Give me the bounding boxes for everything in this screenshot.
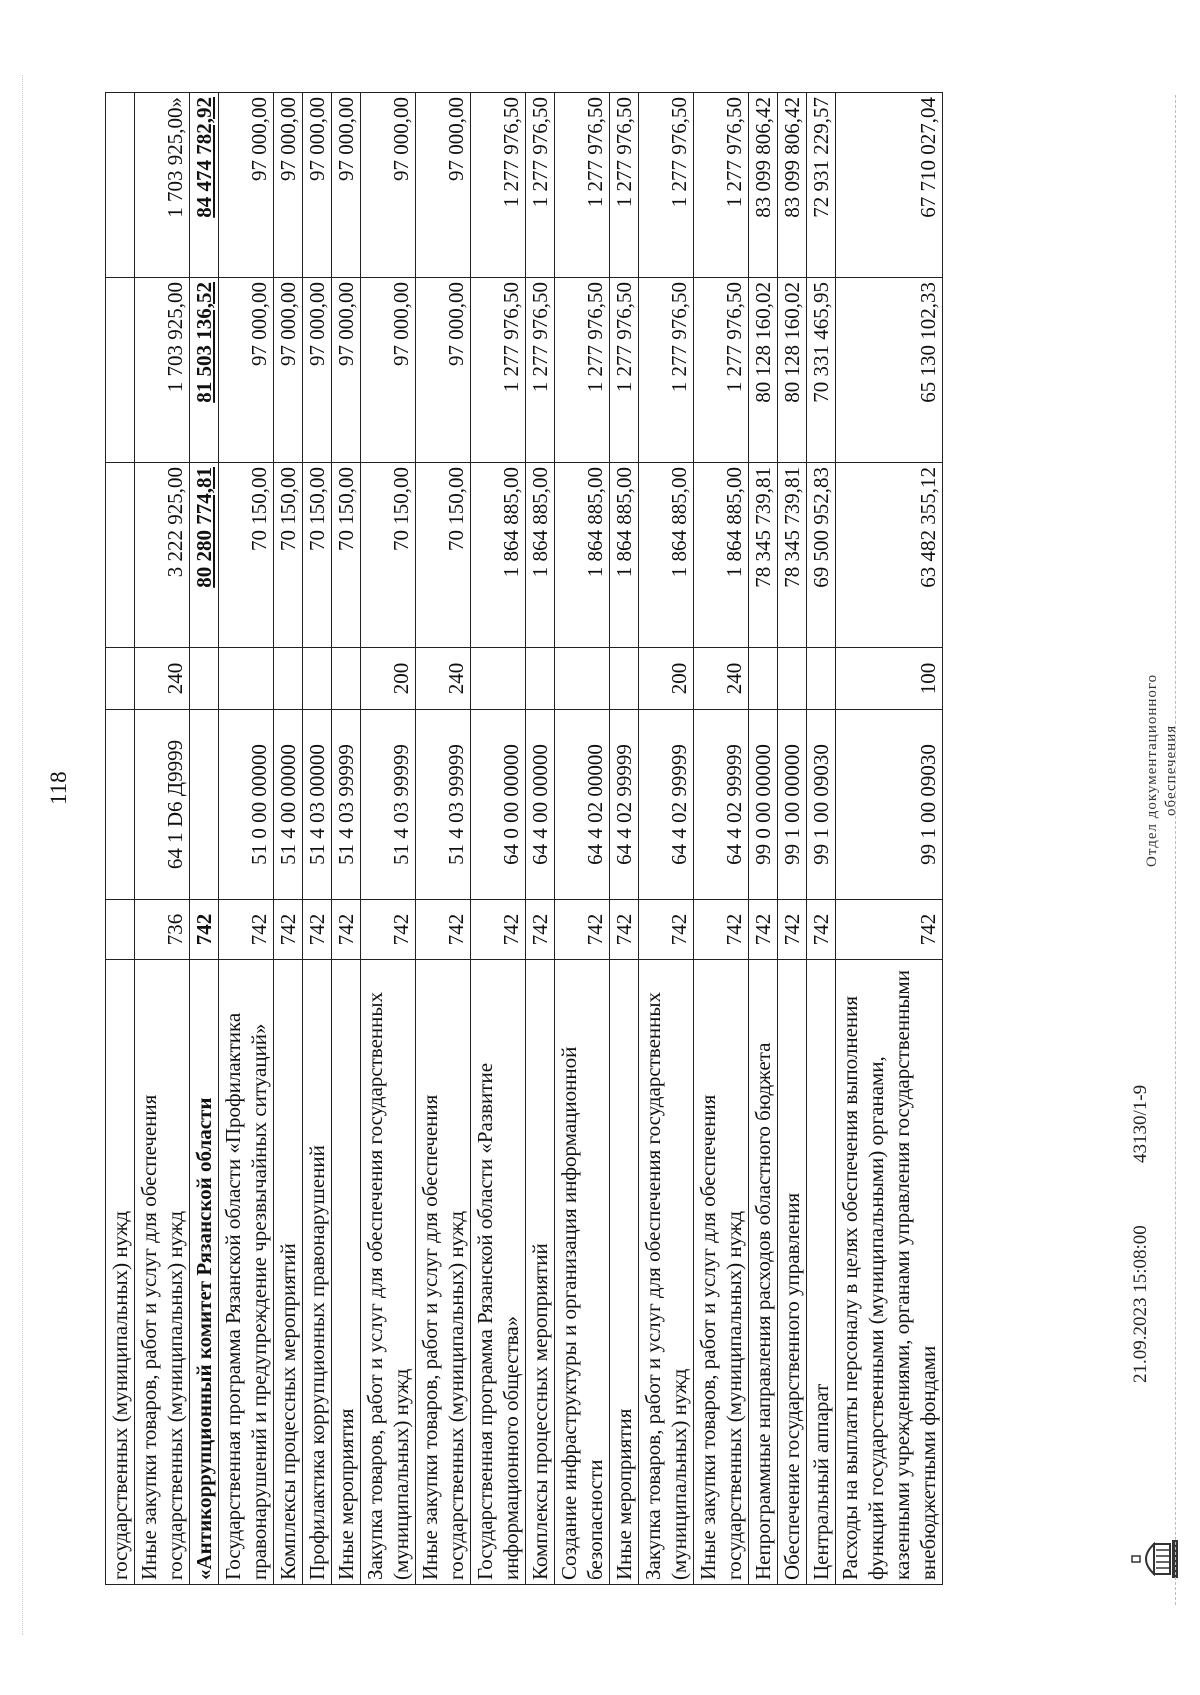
cell-amount-year-3: 1 277 976,50	[639, 93, 694, 278]
cell-amount-year-3: 1 277 976,50	[471, 93, 526, 278]
cell-target-article: 51 4 03 99999	[416, 710, 471, 900]
cell-ministry-code	[106, 900, 135, 960]
table-row	[332, 93, 361, 1585]
cell-target-article: 99 1 00 09030	[807, 710, 836, 900]
scan-artifact-line	[22, 75, 23, 1635]
cell-ministry-code: 742	[694, 900, 749, 960]
cell-expense-type	[610, 648, 639, 710]
cell-expense-type	[332, 648, 361, 710]
table-row	[610, 93, 639, 1585]
scan-artifact-line	[1175, 95, 1176, 1605]
cell-amount-year-1: 1 864 885,00	[639, 463, 694, 648]
cell-description: Комплексы процессных мероприятий	[526, 960, 555, 1585]
stamp-line-1: Отдел документационного	[1144, 673, 1160, 867]
cell-target-article: 51 4 03 99999	[332, 710, 361, 900]
table-row	[135, 93, 190, 1585]
cell-expense-type	[303, 648, 332, 710]
cell-description: Создание инфраструктуры и организация информационной безопасности	[555, 960, 610, 1585]
cell-description: Государственная программа Рязанской области «Развитие информационного общества»	[471, 960, 526, 1585]
table-row	[219, 93, 274, 1585]
footer-datetime: 21.09.2023 15:08:00	[1130, 1225, 1151, 1383]
cell-amount-year-1: 1 864 885,00	[555, 463, 610, 648]
cell-expense-type	[807, 648, 836, 710]
cell-expense-type	[190, 648, 219, 710]
cell-description: Государственная программа Рязанской области «Профилактика правонарушений и предупреждение чрезвычайных ситуаций»	[219, 960, 274, 1585]
table-row	[526, 93, 555, 1585]
cell-description: Закупка товаров, работ и услуг для обеспечения государственных (муниципальных) нужд	[639, 960, 694, 1585]
cell-amount-year-1: 70 150,00	[219, 463, 274, 648]
table-row	[836, 93, 943, 1585]
cell-amount-year-1: 69 500 952,83	[807, 463, 836, 648]
cell-amount-year-3: 1 703 925,00»	[135, 93, 190, 278]
cell-ministry-code: 736	[135, 900, 190, 960]
cell-expense-type	[749, 648, 778, 710]
table-row	[106, 93, 135, 1585]
cell-description: «Антикоррупционный комитет Рязанской области	[190, 960, 219, 1585]
table-row	[416, 93, 471, 1585]
cell-expense-type	[471, 648, 526, 710]
cell-ministry-code: 742	[416, 900, 471, 960]
cell-amount-year-2: 70 331 465,95	[807, 278, 836, 463]
cell-target-article	[106, 710, 135, 900]
table-row	[555, 93, 610, 1585]
cell-description: Непрограммные направления расходов областного бюджета	[749, 960, 778, 1585]
cell-target-article: 64 4 02 99999	[639, 710, 694, 900]
cell-amount-year-1: 70 150,00	[332, 463, 361, 648]
cell-amount-year-3: 67 710 027,04	[836, 93, 943, 278]
cell-amount-year-2: 1 277 976,50	[639, 278, 694, 463]
cell-amount-year-1	[106, 463, 135, 648]
cell-description: государственных (муниципальных) нужд	[106, 960, 135, 1585]
cell-amount-year-2: 1 277 976,50	[471, 278, 526, 463]
cell-description: Расходы на выплаты персоналу в целях обеспечения выполнения функций государственными (муниципальными) органами, казенными учреждениями, органами управления государственными внебюджетными фондами	[836, 960, 943, 1585]
cell-amount-year-2: 97 000,00	[361, 278, 416, 463]
cell-amount-year-2: 97 000,00	[303, 278, 332, 463]
cell-amount-year-1: 70 150,00	[416, 463, 471, 648]
cell-amount-year-2	[106, 278, 135, 463]
table-row	[749, 93, 778, 1585]
cell-target-article: 51 0 00 00000	[219, 710, 274, 900]
cell-target-article: 99 0 00 00000	[749, 710, 778, 900]
cell-amount-year-3: 83 099 806,42	[749, 93, 778, 278]
cell-target-article	[190, 710, 219, 900]
table-row	[778, 93, 807, 1585]
cell-description: Закупка товаров, работ и услуг для обеспечения государственных (муниципальных) нужд	[361, 960, 416, 1585]
table-row	[694, 93, 749, 1585]
cell-amount-year-3: 1 277 976,50	[555, 93, 610, 278]
cell-amount-year-3: 1 277 976,50	[610, 93, 639, 278]
table-row	[303, 93, 332, 1585]
cell-amount-year-3: 97 000,00	[361, 93, 416, 278]
cell-amount-year-2: 81 503 136,52	[190, 278, 219, 463]
cell-description: Комплексы процессных мероприятий	[274, 960, 303, 1585]
cell-target-article: 51 4 00 00000	[274, 710, 303, 900]
cell-expense-type	[219, 648, 274, 710]
cell-amount-year-1: 63 482 355,12	[836, 463, 943, 648]
page-number: 118	[46, 771, 71, 805]
cell-ministry-code: 742	[526, 900, 555, 960]
cell-amount-year-1: 1 864 885,00	[471, 463, 526, 648]
cell-ministry-code: 742	[749, 900, 778, 960]
cell-amount-year-3: 97 000,00	[219, 93, 274, 278]
cell-amount-year-1: 78 345 739,81	[749, 463, 778, 648]
cell-ministry-code: 742	[361, 900, 416, 960]
cell-amount-year-2: 97 000,00	[274, 278, 303, 463]
cell-expense-type: 200	[639, 648, 694, 710]
budget-table-body	[106, 93, 943, 1585]
footer-document-id: 43130/1-9	[1130, 1084, 1151, 1163]
cell-target-article: 51 4 03 00000	[303, 710, 332, 900]
cell-amount-year-2: 65 130 102,33	[836, 278, 943, 463]
cell-description: Иные мероприятия	[610, 960, 639, 1585]
cell-target-article: 64 1 D6 Д9999	[135, 710, 190, 900]
cell-description: Центральный аппарат	[807, 960, 836, 1585]
cell-description: Иные закупки товаров, работ и услуг для обеспечения государственных (муниципальных) нужд	[416, 960, 471, 1585]
cell-amount-year-2: 1 277 976,50	[555, 278, 610, 463]
cell-amount-year-1: 80 280 774,81	[190, 463, 219, 648]
cell-description: Иные закупки товаров, работ и услуг для обеспечения государственных (муниципальных) нужд	[135, 960, 190, 1585]
cell-amount-year-3: 84 474 782,92	[190, 93, 219, 278]
cell-target-article: 64 4 02 00000	[555, 710, 610, 900]
cell-amount-year-1: 3 222 925,00	[135, 463, 190, 648]
cell-ministry-code: 742	[471, 900, 526, 960]
cell-amount-year-2: 1 703 925,00	[135, 278, 190, 463]
cell-expense-type: 200	[361, 648, 416, 710]
cell-amount-year-2: 80 128 160,02	[749, 278, 778, 463]
cell-expense-type: 240	[135, 648, 190, 710]
table-row	[639, 93, 694, 1585]
cell-amount-year-3: 1 277 976,50	[526, 93, 555, 278]
budget-table	[105, 92, 943, 1585]
cell-ministry-code: 742	[219, 900, 274, 960]
cell-ministry-code: 742	[332, 900, 361, 960]
cell-amount-year-3: 97 000,00	[332, 93, 361, 278]
cell-amount-year-2: 97 000,00	[219, 278, 274, 463]
table-row	[471, 93, 526, 1585]
cell-amount-year-1: 78 345 739,81	[778, 463, 807, 648]
cell-ministry-code: 742	[778, 900, 807, 960]
table-row	[361, 93, 416, 1585]
cell-amount-year-2: 80 128 160,02	[778, 278, 807, 463]
cell-amount-year-2: 1 277 976,50	[526, 278, 555, 463]
cell-ministry-code: 742	[836, 900, 943, 960]
cell-ministry-code: 742	[807, 900, 836, 960]
cell-amount-year-1: 70 150,00	[361, 463, 416, 648]
cell-amount-year-3: 97 000,00	[303, 93, 332, 278]
stamp-line-2: обеспечения	[1163, 724, 1179, 816]
cell-expense-type: 240	[416, 648, 471, 710]
cell-expense-type	[106, 648, 135, 710]
cell-amount-year-2: 97 000,00	[332, 278, 361, 463]
cell-expense-type: 100	[836, 648, 943, 710]
cell-target-article: 99 1 00 09030	[836, 710, 943, 900]
cell-ministry-code: 742	[303, 900, 332, 960]
cell-amount-year-2: 1 277 976,50	[610, 278, 639, 463]
cell-amount-year-3: 72 931 229,57	[807, 93, 836, 278]
cell-expense-type	[555, 648, 610, 710]
table-row	[274, 93, 303, 1585]
cell-target-article: 64 4 00 00000	[526, 710, 555, 900]
cell-amount-year-1: 1 864 885,00	[526, 463, 555, 648]
cell-description: Профилактика коррупционных правонарушений	[303, 960, 332, 1585]
cell-amount-year-3: 83 099 806,42	[778, 93, 807, 278]
cell-amount-year-1: 70 150,00	[274, 463, 303, 648]
cell-ministry-code: 742	[190, 900, 219, 960]
cell-target-article: 64 4 02 99999	[610, 710, 639, 900]
table-row	[190, 93, 219, 1585]
cell-description: Обеспечение государственного управления	[778, 960, 807, 1585]
cell-target-article: 64 4 02 99999	[694, 710, 749, 900]
cell-amount-year-3: 97 000,00	[274, 93, 303, 278]
cell-description: Иные мероприятия	[332, 960, 361, 1585]
cell-amount-year-3	[106, 93, 135, 278]
cell-amount-year-3: 97 000,00	[416, 93, 471, 278]
cell-target-article: 64 0 00 00000	[471, 710, 526, 900]
cell-target-article: 51 4 03 99999	[361, 710, 416, 900]
cell-expense-type: 240	[694, 648, 749, 710]
cell-ministry-code: 742	[555, 900, 610, 960]
cell-expense-type	[778, 648, 807, 710]
cell-ministry-code: 742	[610, 900, 639, 960]
cell-description: Иные закупки товаров, работ и услуг для обеспечения государственных (муниципальных) нужд	[694, 960, 749, 1585]
cell-expense-type	[274, 648, 303, 710]
cell-amount-year-3: 1 277 976,50	[694, 93, 749, 278]
cell-amount-year-1: 1 864 885,00	[694, 463, 749, 648]
cell-target-article: 99 1 00 00000	[778, 710, 807, 900]
cell-ministry-code: 742	[639, 900, 694, 960]
cell-amount-year-1: 70 150,00	[303, 463, 332, 648]
cell-amount-year-2: 1 277 976,50	[694, 278, 749, 463]
cell-amount-year-2: 97 000,00	[416, 278, 471, 463]
cell-amount-year-1: 1 864 885,00	[610, 463, 639, 648]
table-row	[807, 93, 836, 1585]
cell-expense-type	[526, 648, 555, 710]
cell-ministry-code: 742	[274, 900, 303, 960]
